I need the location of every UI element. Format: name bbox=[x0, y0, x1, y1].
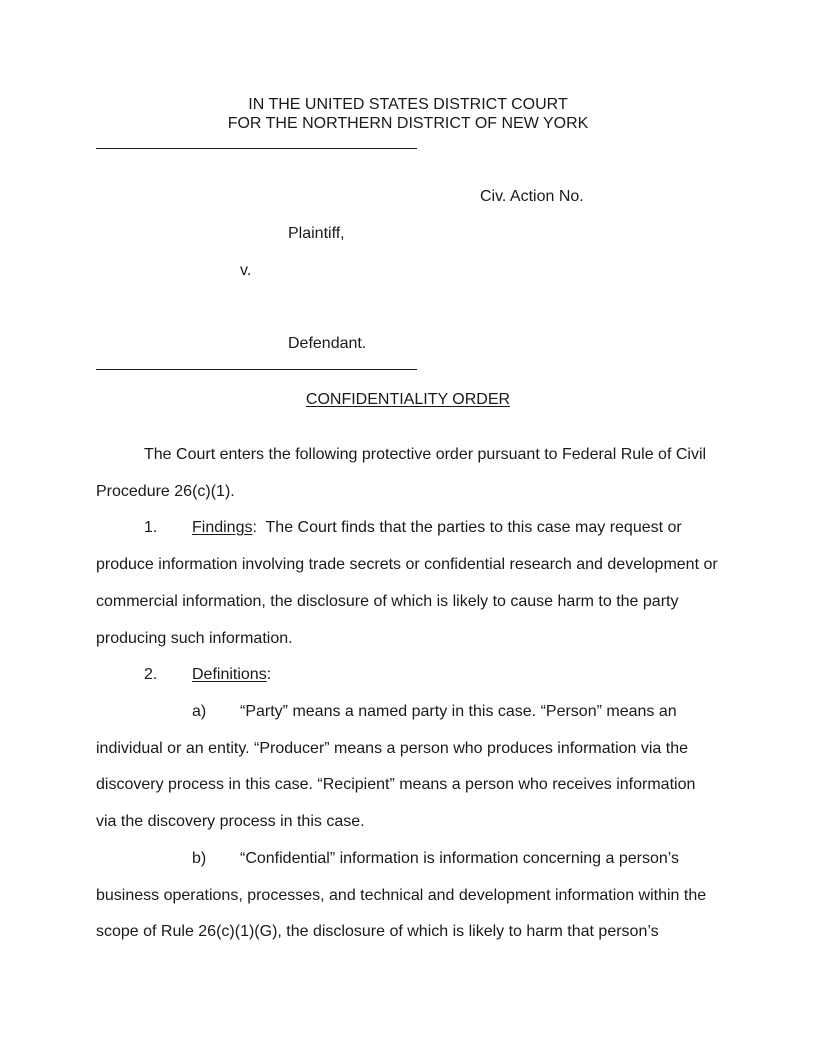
section-2-heading-line bbox=[192, 665, 271, 684]
item-b-line-2: business operations, processes, and technical and development information within the bbox=[96, 887, 707, 904]
versus-label: v. bbox=[240, 262, 252, 279]
section-1-line-2: produce information involving trade secrets or confidential research and development or bbox=[96, 556, 718, 573]
item-a-label: a) bbox=[192, 703, 207, 720]
section-1-line-4: producing such information. bbox=[96, 630, 293, 647]
section-2-heading: Definitions bbox=[192, 666, 267, 683]
section-1-number: 1. bbox=[144, 519, 158, 536]
intro-line-1: The Court enters the following protective order pursuant to Federal Rule of Civil bbox=[144, 446, 707, 463]
plaintiff-label: Plaintiff, bbox=[288, 225, 345, 242]
item-b-label: b) bbox=[192, 850, 207, 867]
item-b-line-3: scope of Rule 26(c)(1)(G), the disclosure of which is likely to harm that person’s bbox=[96, 923, 659, 940]
caption-top-rule bbox=[96, 148, 417, 149]
order-title-text: CONFIDENTIALITY ORDER bbox=[305, 391, 511, 408]
caption-bottom-rule bbox=[96, 369, 417, 370]
section-2-heading-suffix: : bbox=[266, 666, 272, 683]
intro-line-2: Procedure 26(c)(1). bbox=[96, 483, 235, 500]
section-1-line-1-text: : The Court finds that the parties to this case may request or bbox=[252, 519, 682, 536]
item-a-line-2: individual or an entity. “Producer” means a person who produces information via the bbox=[96, 740, 689, 757]
section-1-line-3: commercial information, the disclosure of which is likely to cause harm to the party bbox=[96, 593, 679, 610]
civil-action-number-label: Civ. Action No. bbox=[480, 188, 584, 205]
section-1-first-line bbox=[192, 518, 682, 537]
item-a-line-3: discovery process in this case. “Recipient” means a person who receives information bbox=[96, 776, 696, 793]
court-name-line-1: IN THE UNITED STATES DISTRICT COURT bbox=[248, 96, 568, 113]
court-name-line-2: FOR THE NORTHERN DISTRICT OF NEW YORK bbox=[227, 115, 589, 132]
section-1-heading: Findings bbox=[192, 519, 253, 536]
section-2-number: 2. bbox=[144, 666, 158, 683]
item-a-line-4: via the discovery process in this case. bbox=[96, 813, 365, 830]
order-title bbox=[0, 390, 816, 409]
item-b-line-1: “Confidential” information is information concerning a person’s bbox=[240, 850, 680, 867]
item-a-line-1: “Party” means a named party in this case. “Person” means an bbox=[240, 703, 677, 720]
defendant-label: Defendant. bbox=[288, 335, 367, 352]
